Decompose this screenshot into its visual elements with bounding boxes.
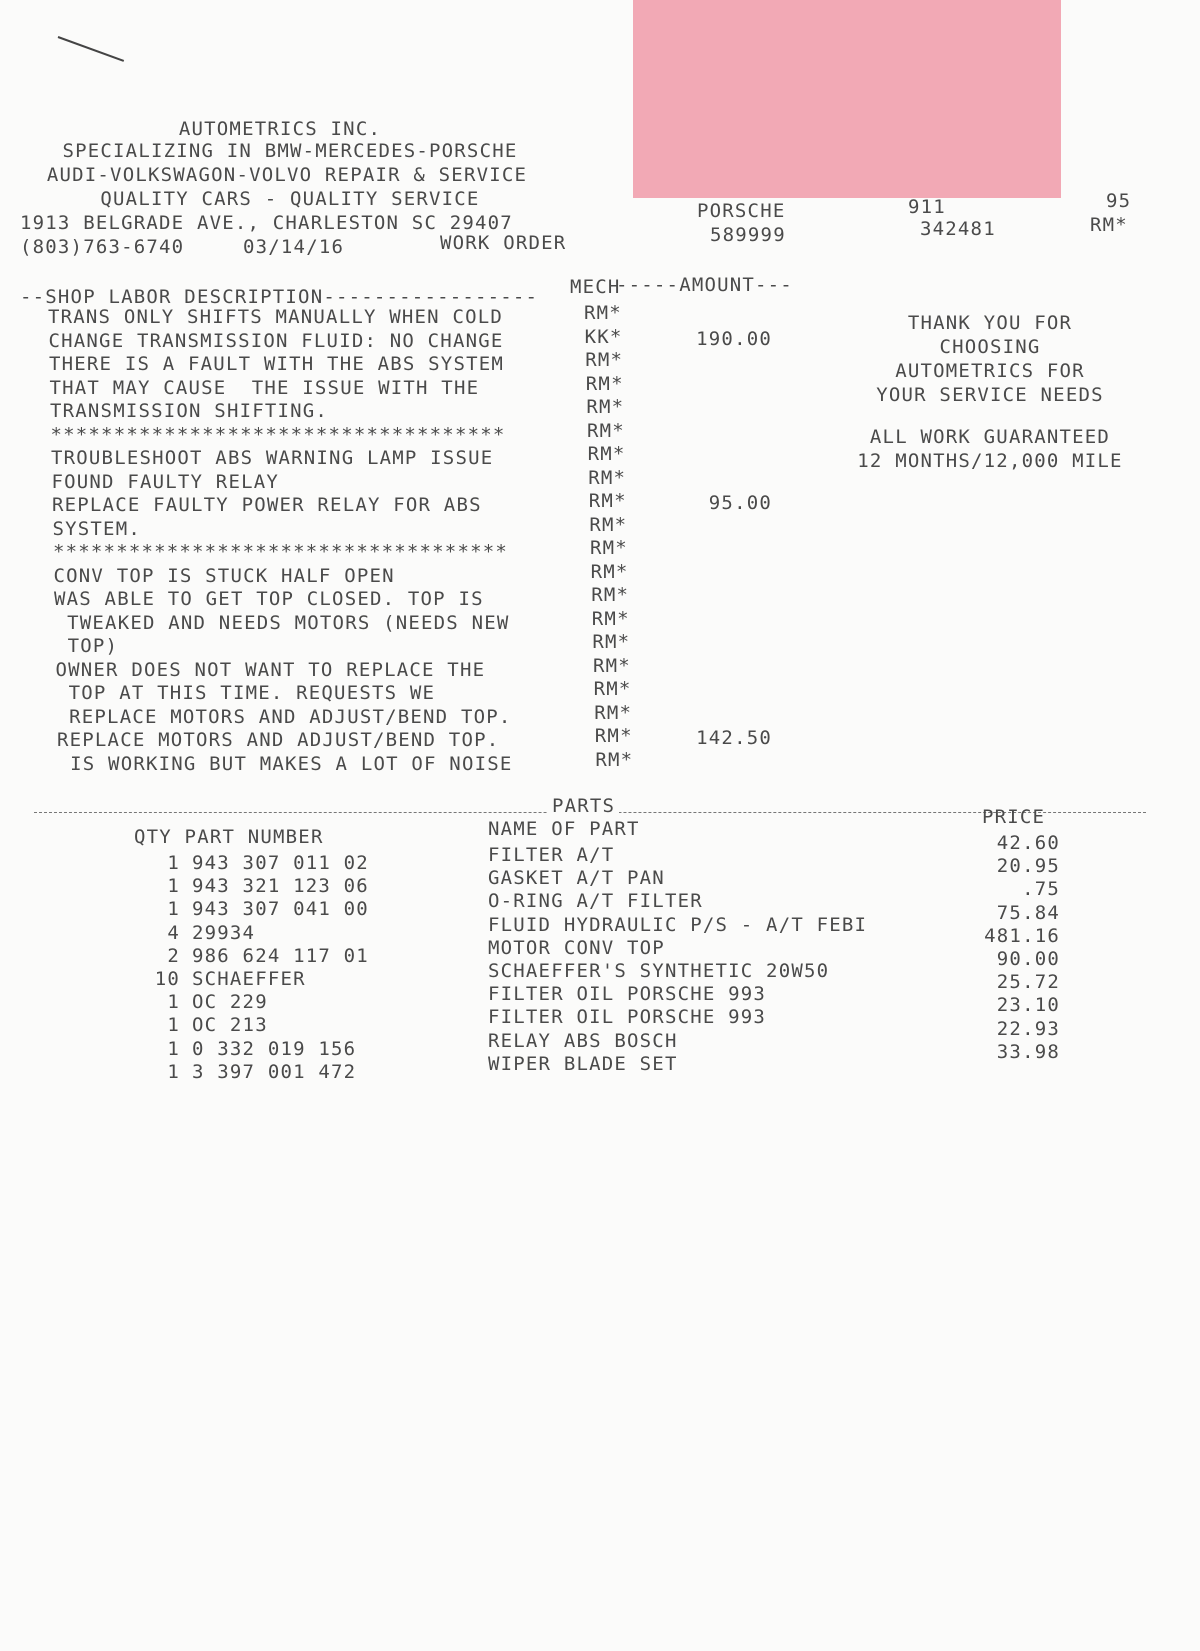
labor-line-text: TROUBLESHOOT ABS WARNING LAMP ISSUE bbox=[51, 447, 494, 469]
part-price: .75 bbox=[1022, 878, 1060, 901]
part-number: 943 307 011 02 bbox=[192, 852, 369, 874]
address: 1913 BELGRADE AVE., CHARLESTON SC 29407 bbox=[20, 212, 513, 234]
part-number: 986 624 117 01 bbox=[192, 944, 369, 967]
labor-line-mech: RM* bbox=[593, 654, 631, 677]
part-number: 3 397 001 472 bbox=[192, 1060, 357, 1083]
thanks-line-3: AUTOMETRICS FOR bbox=[895, 360, 1085, 382]
part-price: 33.98 bbox=[996, 1040, 1060, 1063]
part-number: SCHAEFFER bbox=[192, 968, 306, 990]
part-number: 943 307 041 00 bbox=[192, 898, 369, 921]
part-qty: 1 bbox=[167, 991, 180, 1014]
labor-line-mech: RM* bbox=[594, 701, 633, 724]
part-price: 90.00 bbox=[996, 948, 1060, 970]
part-name: SCHAEFFER'S SYNTHETIC 20W50 bbox=[488, 960, 830, 982]
labor-line-mech: RM* bbox=[584, 302, 622, 324]
document-type: WORK ORDER bbox=[440, 232, 567, 254]
labor-line-text: REPLACE MOTORS AND ADJUST/BEND TOP. bbox=[56, 705, 512, 728]
vehicle-model: 911 bbox=[908, 196, 946, 218]
part-price: 25.72 bbox=[996, 971, 1060, 994]
labor-line-mech: RM* bbox=[587, 419, 625, 442]
part-qty: 10 bbox=[154, 968, 180, 990]
labor-line-mech: RM* bbox=[585, 349, 624, 371]
labor-line-mech: RM* bbox=[594, 725, 633, 747]
part-qty: 1 bbox=[167, 1014, 180, 1037]
labor-line-text: WAS ABLE TO GET TOP CLOSED. TOP IS bbox=[54, 588, 484, 610]
labor-line-text: THAT MAY CAUSE THE ISSUE WITH THE bbox=[49, 376, 480, 399]
part-name: GASKET A/T PAN bbox=[488, 867, 665, 890]
part-name: FILTER OIL PORSCHE 993 bbox=[488, 1006, 767, 1029]
labor-line-amount: 95.00 bbox=[708, 492, 772, 514]
thanks-line-4: YOUR SERVICE NEEDS bbox=[876, 384, 1104, 406]
part-qty: 1 bbox=[167, 852, 180, 874]
labor-header-mech: MECH bbox=[570, 276, 621, 298]
part-name: FILTER OIL PORSCHE 993 bbox=[488, 983, 767, 1006]
part-qty: 1 bbox=[167, 1037, 180, 1060]
labor-line-mech: RM* bbox=[589, 513, 628, 536]
part-name: WIPER BLADE SET bbox=[488, 1052, 678, 1075]
labor-line-mech: KK* bbox=[584, 325, 623, 348]
part-number: 943 321 123 06 bbox=[192, 875, 369, 898]
labor-line-text: FOUND FAULTY RELAY bbox=[51, 470, 280, 493]
labor-line-mech: RM* bbox=[591, 584, 630, 606]
labor-line-text: OWNER DOES NOT WANT TO REPLACE THE bbox=[55, 658, 486, 681]
part-qty: 4 bbox=[167, 921, 180, 944]
labor-line-text: SYSTEM. bbox=[52, 517, 141, 540]
part-number: OC 213 bbox=[192, 1014, 268, 1037]
specialty-line-1: SPECIALIZING IN BMW-MERCEDES-PORSCHE bbox=[62, 140, 518, 162]
parts-header-qty-number: QTY PART NUMBER bbox=[134, 826, 324, 848]
labor-line-amount: 190.00 bbox=[696, 327, 772, 350]
pink-sticky-note bbox=[633, 0, 1061, 198]
part-name: RELAY ABS BOSCH bbox=[488, 1029, 678, 1052]
mileage: 342481 bbox=[920, 218, 996, 240]
labor-line-text: TOP) bbox=[55, 635, 119, 657]
parts-header-price: PRICE bbox=[982, 806, 1046, 828]
part-qty: 1 bbox=[167, 898, 180, 921]
part-name: FLUID HYDRAULIC P/S - A/T FEBI bbox=[488, 913, 868, 936]
labor-line-mech: RM* bbox=[586, 396, 625, 418]
part-qty: 1 bbox=[167, 875, 180, 898]
part-price: 20.95 bbox=[996, 855, 1060, 878]
labor-line-text: CONV TOP IS STUCK HALF OPEN bbox=[53, 564, 395, 587]
guarantee-line-2: 12 MONTHS/12,000 MILE bbox=[857, 450, 1123, 472]
stock-number: 589999 bbox=[710, 224, 786, 246]
part-name: O-RING A/T FILTER bbox=[488, 890, 703, 913]
technician-code: RM* bbox=[1090, 214, 1128, 236]
labor-line-mech: RM* bbox=[591, 607, 630, 630]
part-price: 42.60 bbox=[996, 832, 1060, 854]
labor-line-text: TRANSMISSION SHIFTING. bbox=[50, 400, 329, 422]
labor-line-mech: RM* bbox=[590, 560, 629, 583]
vehicle-year: 95 bbox=[1106, 190, 1132, 212]
labor-line-mech: RM* bbox=[593, 678, 632, 700]
part-number: 29934 bbox=[192, 921, 256, 944]
guarantee-line-1: ALL WORK GUARANTEED bbox=[869, 426, 1111, 448]
labor-line-mech: RM* bbox=[587, 443, 626, 465]
labor-line-amount: 142.50 bbox=[696, 727, 772, 749]
labor-line-text: TWEAKED AND NEEDS MOTORS (NEEDS NEW bbox=[54, 611, 510, 634]
labor-line-text: ************************************ bbox=[50, 423, 506, 446]
labor-line-mech: RM* bbox=[595, 748, 634, 771]
part-name: MOTOR CONV TOP bbox=[488, 936, 665, 959]
part-name: FILTER A/T bbox=[488, 844, 615, 866]
labor-header-description: --SHOP LABOR DESCRIPTION----------------- bbox=[20, 286, 539, 308]
thanks-line-1: THANK YOU FOR bbox=[907, 312, 1073, 334]
labor-line-text: TRANS ONLY SHIFTS MANUALLY WHEN COLD bbox=[48, 306, 504, 328]
parts-header-name: NAME OF PART bbox=[488, 818, 640, 840]
labor-line-text: REPLACE MOTORS AND ADJUST/BEND TOP. bbox=[57, 729, 500, 751]
labor-line-mech: RM* bbox=[588, 490, 627, 512]
phone: (803)763-6740 bbox=[20, 236, 185, 258]
slogan: QUALITY CARS - QUALITY SERVICE bbox=[100, 188, 480, 210]
part-number: 0 332 019 156 bbox=[192, 1037, 357, 1060]
thanks-line-2: CHOOSING bbox=[939, 336, 1041, 358]
pen-mark bbox=[58, 36, 124, 62]
part-price: 481.16 bbox=[984, 924, 1060, 947]
labor-line-text: IS WORKING BUT MAKES A LOT OF NOISE bbox=[57, 752, 513, 775]
labor-line-mech: RM* bbox=[590, 537, 628, 559]
labor-line-mech: RM* bbox=[588, 466, 627, 489]
labor-line-text: ************************************ bbox=[53, 541, 509, 563]
labor-line-text: THERE IS A FAULT WITH THE ABS SYSTEM bbox=[49, 353, 505, 375]
part-qty: 2 bbox=[167, 944, 180, 967]
part-price: 75.84 bbox=[996, 901, 1060, 924]
part-qty: 1 bbox=[167, 1060, 180, 1083]
part-price: 23.10 bbox=[996, 994, 1060, 1017]
labor-line-text: REPLACE FAULTY POWER RELAY FOR ABS bbox=[52, 494, 482, 516]
part-number: OC 229 bbox=[192, 991, 268, 1014]
parts-label: PARTS bbox=[548, 795, 619, 817]
labor-line-mech: RM* bbox=[592, 631, 631, 653]
company-name: AUTOMETRICS INC. bbox=[178, 118, 382, 140]
order-date: 03/14/16 bbox=[243, 236, 345, 258]
vehicle-make: PORSCHE bbox=[697, 200, 786, 222]
specialty-line-2: AUDI-VOLKSWAGON-VOLVO REPAIR & SERVICE bbox=[46, 164, 528, 186]
labor-line-mech: RM* bbox=[585, 372, 624, 395]
labor-header-amount: -----AMOUNT--- bbox=[616, 274, 793, 296]
part-price: 22.93 bbox=[996, 1017, 1060, 1040]
labor-line-text: TOP AT THIS TIME. REQUESTS WE bbox=[56, 682, 436, 704]
labor-line-text: CHANGE TRANSMISSION FLUID: NO CHANGE bbox=[48, 329, 504, 352]
